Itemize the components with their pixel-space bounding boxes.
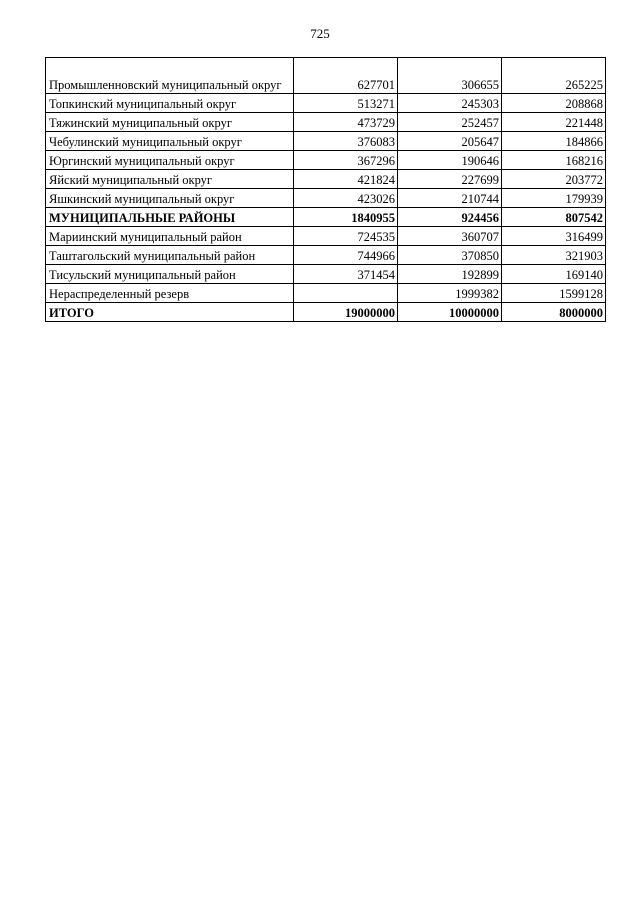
table-row [46,246,606,265]
row-value-2-cell: 190646 [398,151,502,170]
row-value-1-cell: 513271 [294,94,398,113]
row-name-cell: Таштагольский муниципальный район [46,246,294,265]
row-value-1-cell: 421824 [294,170,398,189]
row-name-cell: Тисульский муниципальный район [46,265,294,284]
row-value-3-cell: 265225 [502,58,606,94]
row-name-cell: Яйский муниципальный округ [46,170,294,189]
row-value-2-cell: 924456 [398,208,502,227]
row-name-cell: Юргинский муниципальный округ [46,151,294,170]
row-value-2-cell: 192899 [398,265,502,284]
row-name-cell: Мариинский муниципальный район [46,227,294,246]
table-row [46,113,606,132]
row-value-2-cell: 360707 [398,227,502,246]
row-value-2-cell: 245303 [398,94,502,113]
row-value-2-cell: 252457 [398,113,502,132]
table-row [46,151,606,170]
row-value-1-cell: 367296 [294,151,398,170]
row-value-3-cell: 807542 [502,208,606,227]
row-value-2-cell: 1999382 [398,284,502,303]
row-name-cell: Яшкинский муниципальный округ [46,189,294,208]
row-value-3-cell: 221448 [502,113,606,132]
row-value-1-cell: 371454 [294,265,398,284]
row-value-1-cell: 627701 [294,58,398,94]
row-value-2-cell: 306655 [398,58,502,94]
table-row [46,227,606,246]
table-row [46,94,606,113]
row-value-3-cell: 8000000 [502,303,606,322]
row-name-cell: ИТОГО [46,303,294,322]
page-number: 725 [310,26,330,41]
row-value-3-cell: 179939 [502,189,606,208]
row-value-3-cell: 203772 [502,170,606,189]
row-value-3-cell: 1599128 [502,284,606,303]
row-value-2-cell: 227699 [398,170,502,189]
row-value-3-cell: 184866 [502,132,606,151]
row-value-1-cell: 1840955 [294,208,398,227]
row-value-3-cell: 168216 [502,151,606,170]
table-row [46,303,606,322]
row-value-2-cell: 10000000 [398,303,502,322]
row-value-3-cell: 321903 [502,246,606,265]
table-row [46,284,606,303]
table-row [46,208,606,227]
row-value-3-cell: 316499 [502,227,606,246]
table-body [46,58,606,322]
row-name-cell: Нераспределенный резерв [46,284,294,303]
budget-table [45,57,606,322]
row-name-cell: Тяжинский муниципальный округ [46,113,294,132]
table-row [46,132,606,151]
row-value-1-cell: 423026 [294,189,398,208]
table-row [46,265,606,284]
table-row [46,189,606,208]
table-row [46,170,606,189]
row-value-3-cell: 169140 [502,265,606,284]
row-name-cell: Чебулинский муниципальный округ [46,132,294,151]
table-row [46,58,606,94]
row-value-1-cell: 376083 [294,132,398,151]
row-name-cell: Топкинский муниципальный округ [46,94,294,113]
row-name-cell: Промышленновский муниципальный округ [46,58,294,94]
row-value-3-cell: 208868 [502,94,606,113]
row-name-cell: МУНИЦИПАЛЬНЫЕ РАЙОНЫ [46,208,294,227]
row-value-2-cell: 205647 [398,132,502,151]
row-value-2-cell: 370850 [398,246,502,265]
row-value-1-cell [294,284,398,303]
row-value-1-cell: 724535 [294,227,398,246]
row-value-1-cell: 744966 [294,246,398,265]
row-value-2-cell: 210744 [398,189,502,208]
row-value-1-cell: 473729 [294,113,398,132]
row-value-1-cell: 19000000 [294,303,398,322]
